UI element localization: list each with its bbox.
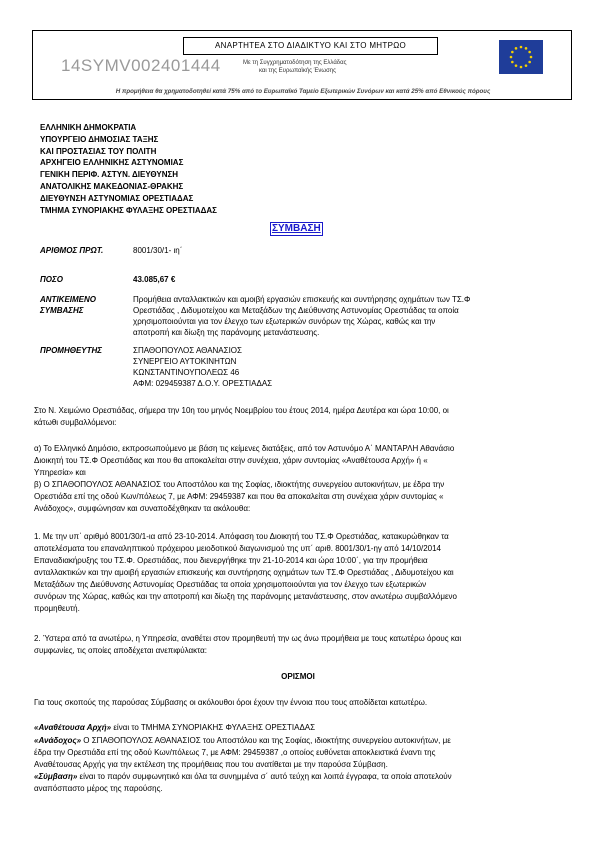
- funding-note: Η προμήθεια θα χρηματοδοτηθεί κατά 75% από το Ευρωπαϊκό Ταμείο Εξωτερικών Συνόρων και κατά 25% από Εθνικούς πόρους: [115, 88, 491, 95]
- clause-2-line: 2. Ύστερα από τα ανωτέρω, η Υπηρεσία, αναθέτει στον προμηθευτή την ως άνω προμήθεια με τους κατωτέρω όρους και: [34, 634, 462, 643]
- eu-star: [511, 61, 514, 64]
- eu-star: [530, 56, 533, 59]
- subject-line: Ορεστιάδας , Διδυμοτείχου και Μεταξάδων της Διεύθυνσης Αστυνομίας Ορεστιάδας τα οποία: [133, 306, 459, 315]
- definition-contract-text: είναι το παρόν συμφωνητικό και όλα τα συνημμένα σ΄ αυτό τεύχη και λοιπά έγγραφα, τα οποία αποτελούν: [77, 772, 452, 781]
- subject-line: αποτροπή και δίωξη της παράνομης μετανάστευσης.: [133, 328, 320, 337]
- clause-1-line: ανταλλακτικών και την αμοιβή εργασιών επισκευής και συντήρησης οχημάτων των ΤΣ.Φ Ορεστιάδας , Διδυμοτείχου και: [34, 568, 454, 577]
- supplier-line: ΣΥΝΕΡΓΕΙΟ ΑΥΤΟΚΙΝΗΤΩΝ: [133, 357, 237, 366]
- party-b-paragraph: [34, 479, 562, 515]
- eu-star: [528, 61, 531, 64]
- party-a-line: Υπηρεσία» και: [34, 468, 86, 477]
- subject-label-line: ΣΥΜΒΑΣΗΣ: [40, 306, 84, 315]
- eu-star: [520, 46, 523, 49]
- definition-contractor-line: [34, 735, 562, 747]
- authority-line: ΔΙΕΥΘΥΝΣΗ ΑΣΤΥΝΟΜΙΑΣ ΟΡΕΣΤΙΑΔΑΣ: [40, 193, 194, 203]
- clause-1-paragraph: [34, 531, 562, 615]
- definition-authority: [34, 722, 562, 734]
- amount-label: ΠΟΣΟ: [40, 275, 63, 284]
- definition-contract-text: αναπόσπαστο μέρος της παρούσης.: [34, 784, 163, 793]
- authority-line: ΑΝΑΤΟΛΙΚΗΣ ΜΑΚΕΔΟΝΙΑΣ-ΘΡΑΚΗΣ: [40, 181, 184, 191]
- intro-paragraph: [34, 405, 562, 429]
- definitions-heading: ΟΡΙΣΜΟΙ: [281, 672, 315, 681]
- authority-line: ΚΑΙ ΠΡΟΣΤΑΣΙΑΣ ΤΟΥ ΠΟΛΙΤΗ: [40, 146, 157, 156]
- eu-star: [510, 56, 513, 59]
- clause-1-line: Μεταξάδων της Διεύθυνσης Αστυνομίας Ορεστιάδας τα οποία χρησιμοποιούνται για τον έλεγχο των εξωτερικών: [34, 580, 427, 589]
- authority-line: ΓΕΝΙΚΗ ΠΕΡΙΦ. ΑΣΤΥΝ. ΔΙΕΥΘΥΝΣΗ: [40, 170, 179, 180]
- clause-1-line: Επαναδιακήρυξης του ΤΣ.Φ. Ορεστιάδας, που διενεργήθηκε την 21-10-2014 και ώρα 10:00΄, για την προμήθεια: [34, 556, 428, 565]
- definition-contractor-term: «Ανάδοχος»: [34, 736, 82, 745]
- subject-line: χρησιμοποιούνται για τον έλεγχο των εξωτερικών συνόρων της Χώρας, καθώς και την: [133, 317, 436, 326]
- cofund-line-2: και της Ευρωπαϊκής Ένωσης: [259, 68, 337, 74]
- party-b-line: Ορεστιάδα επί της οδού Κων/πόλεως 7, με ΑΦΜ: 29459387 και που θα αποκαλείται στη συνέχεια χάριν συντομίας «: [34, 492, 444, 501]
- clause-1-line: συνόρων της Χώρας, καθώς και την αποτροπή και δίωξη της παράνομης μετανάστευσης, στον ανωτέρω συμβαλλόμενο: [34, 592, 457, 601]
- posting-notice: ΑΝΑΡΤΗΤΕΑ ΣΤΟ ΔΙΑΔΙΚΤΥΟ ΚΑΙ ΣΤΟ ΜΗΤΡΩΟ: [183, 37, 438, 55]
- funding-header: [32, 30, 572, 100]
- supplier-line: ΑΦΜ: 029459387 Δ.Ο.Υ. ΟΡΕΣΤΙΑΔΑΣ: [133, 379, 273, 388]
- authority-line: ΥΠΟΥΡΓΕΙΟ ΔΗΜΟΣΙΑΣ ΤΑΞΗΣ: [40, 134, 159, 144]
- watermark-code: 14SYMV002401444: [61, 56, 221, 75]
- definition-authority-line: [34, 722, 562, 734]
- authority-line: ΑΡΧΗΓΕΙΟ ΕΛΛΗΝΙΚΗΣ ΑΣΤΥΝΟΜΙΑΣ: [40, 158, 184, 168]
- protocol-value: 8001/30/1- ιη΄: [133, 246, 183, 255]
- clause-2-paragraph: [34, 633, 562, 657]
- definition-authority-term: «Αναθέτουσα Αρχή»: [34, 723, 112, 732]
- subject-line: Προμήθεια ανταλλακτικών και αμοιβή εργασιών επισκευής και συντήρησης οχημάτων των ΤΣ.Φ: [133, 295, 471, 304]
- subject-label-line: ΑΝΤΙΚΕΙΜΕΝΟ: [40, 295, 96, 304]
- authority-line: ΕΛΛΗΝΙΚΗ ΔΗΜΟΚΡΑΤΙΑ: [40, 123, 137, 132]
- definition-contract-line: [34, 771, 562, 783]
- party-b-line: β) Ο ΣΠΑΘΟΠΟΥΛΟΣ ΑΘΑΝΑΣΙΟΣ του Αποστόλου και της Σοφίας, ιδιοκτήτης συνεργείου αυτοκινήτων, με έδρα την: [34, 480, 445, 489]
- clause-1-line: 1. Με την υπ΄ αριθμό 8001/30/1-ια από 23-10-2014. Απόφαση του Διοικητή του ΤΣ.Φ Ορεστιάδας, κατακυρώθηκαν τα: [34, 532, 449, 541]
- definition-contractor-text: Ο ΣΠΑΘΟΠΟΥΛΟΣ ΑΘΑΝΑΣΙΟΣ του Αποστόλου και της Σοφίας, ιδιοκτήτης συνεργείου αυτοκινήτων, με: [81, 736, 451, 745]
- clause-2-line: συμφωνίες, τις οποίες αποδέχεται ανεπιφύλακτα:: [34, 646, 208, 655]
- party-b-line: Ανάδοχος», συμφώνησαν και συναποδέχθηκαν τα ακόλουθα:: [34, 504, 251, 513]
- intro-line: κάτωθι συμβαλλόμενοι:: [34, 418, 117, 427]
- eu-star: [511, 51, 514, 54]
- protocol-label: ΑΡΙΘΜΟΣ ΠΡΩΤ.: [40, 246, 104, 255]
- clause-1-line: αποτελέσματα του επαναληπτικού πρόχειρου μειοδοτικού διαγωνισμού της υπ΄ αριθ. 8001/30/1-ηγ από 14/10/2014: [34, 544, 441, 553]
- definition-authority-text: είναι το ΤΜΗΜΑ ΣΥΝΟΡΙΑΚΗΣ ΦΥΛΑΞΗΣ ΟΡΕΣΤΙΑΔΑΣ: [111, 723, 316, 732]
- eu-star: [520, 66, 523, 69]
- definition-contract-term: «Σύμβαση»: [34, 772, 78, 781]
- issuing-authority: [40, 122, 217, 216]
- authority-line: ΤΜΗΜΑ ΣΥΝΟΡΙΑΚΗΣ ΦΥΛΑΞΗΣ ΟΡΕΣΤΙΑΔΑΣ: [40, 205, 217, 215]
- party-a-line: Διοικητή του ΤΣ.Φ Ορεστιάδας και που θα αποκαλείται στην συνέχεια, χάριν συντομίας «Αναθέτουσα Αρχή» ή «: [34, 456, 428, 465]
- subject-label: [40, 294, 96, 316]
- eu-star: [515, 64, 518, 67]
- eu-flag-icon: [499, 40, 543, 74]
- subject-value: [133, 294, 563, 338]
- definitions-intro: Για τους σκοπούς της παρούσας Σύμβασης οι ακόλουθοι όροι έχουν την έννοια που τους αποδίδεται κατωτέρω.: [34, 698, 428, 707]
- party-a-line: α) Το Ελληνικό Δημόσιο, εκπροσωπούμενο με βάση τις κείμενες διατάξεις, από τον Αστυνόμο Α΄ ΜΑΝΤΑΡΛΗ Αθανάσιο: [34, 444, 455, 453]
- supplier-line: ΚΩΝΣΤΑΝΤΙΝΟΥΠΟΛΕΩΣ 46: [133, 368, 240, 377]
- eu-star: [525, 47, 528, 50]
- clause-1-line: προμηθευτή.: [34, 604, 80, 613]
- eu-star: [525, 64, 528, 67]
- amount-value: 43.085,67 €: [133, 275, 176, 284]
- document-title: ΣΥΜΒΑΣΗ: [272, 223, 321, 234]
- supplier-line: ΣΠΑΘΟΠΟΥΛΟΣ ΑΘΑΝΑΣΙΟΣ: [133, 346, 242, 355]
- definition-contractor-text: έδρα την Ορεστιάδα επί της οδού Κων/πόλεως 7, με ΑΦΜ: 29459387 ,ο οποίος ευθύνεται αποκλειστικά έναντι της: [34, 748, 436, 757]
- definition-contractor: [34, 735, 562, 771]
- definition-contractor-text: Αναθέτουσας Αρχής για την εκτέλεση της προμήθειας που του ανατίθεται με την παρούσα Σύμβαση.: [34, 760, 388, 769]
- definition-contract: [34, 771, 562, 795]
- party-a-paragraph: [34, 443, 562, 479]
- supplier-label: ΠΡΟΜΗΘΕΥΤΗΣ: [40, 346, 103, 355]
- eu-star: [528, 51, 531, 54]
- eu-star: [515, 47, 518, 50]
- intro-line: Στο Ν. Χειμώνιο Ορεστιάδας, σήμερα την 10η του μηνός Νοεμβρίου του έτους 2014, ημέρα Δευτέρα και ώρα 10:00, οι: [34, 406, 449, 415]
- supplier-value: [133, 345, 272, 389]
- cofund-line-1: Με τη Συγχρηματοδότηση της Ελλάδας: [243, 60, 347, 66]
